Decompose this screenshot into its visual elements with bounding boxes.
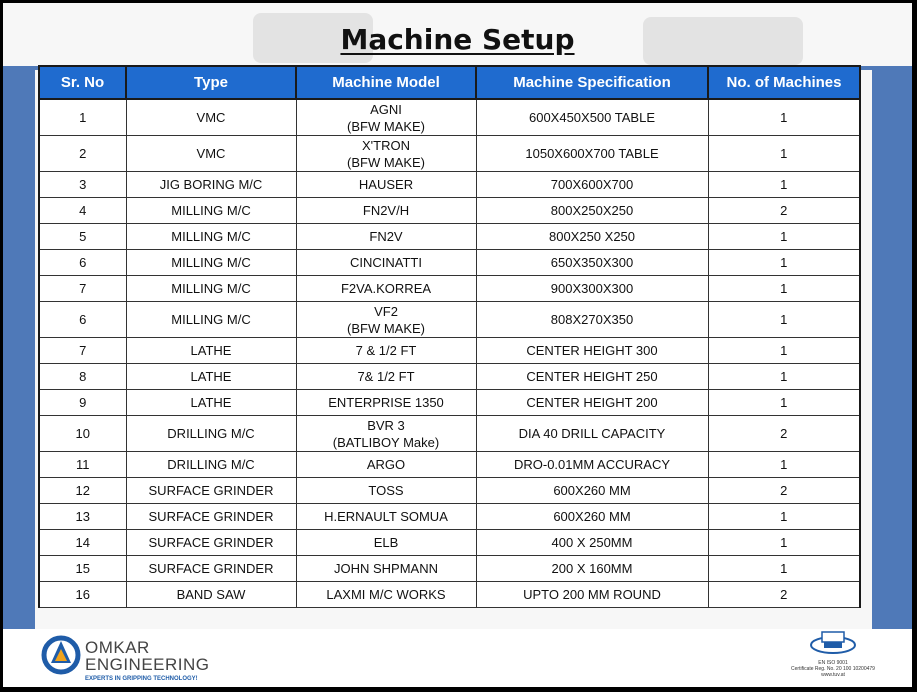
cell-sr-no: 6 xyxy=(39,250,126,276)
cell-no-of-machines: 1 xyxy=(708,302,860,338)
cell-type: MILLING M/C xyxy=(126,198,296,224)
table-row xyxy=(39,556,860,582)
cell-sr-no: 14 xyxy=(39,530,126,556)
cell-sr-no: 2 xyxy=(39,136,126,172)
cell-machine-model xyxy=(296,416,476,452)
slide xyxy=(3,3,912,687)
table-row xyxy=(39,302,860,338)
cell-sr-no: 7 xyxy=(39,338,126,364)
cell-no-of-machines: 1 xyxy=(708,250,860,276)
cell-type: LATHE xyxy=(126,338,296,364)
cell-type: BAND SAW xyxy=(126,582,296,608)
cell-machine-model: 7 & 1/2 FT xyxy=(296,338,476,364)
machine-model-name: X'TRON xyxy=(362,137,410,153)
machine-model-name: VF2 xyxy=(374,303,398,319)
cell-no-of-machines: 1 xyxy=(708,136,860,172)
cell-type: VMC xyxy=(126,99,296,136)
column-header-sr-no: Sr. No xyxy=(39,66,126,99)
cell-no-of-machines: 2 xyxy=(708,198,860,224)
brand-name-line2: ENGINEERING xyxy=(85,655,210,674)
cell-type: SURFACE GRINDER xyxy=(126,504,296,530)
machine-model-name: BVR 3 xyxy=(367,417,405,433)
cell-machine-specification: CENTER HEIGHT 300 xyxy=(476,338,708,364)
cell-machine-model: HAUSER xyxy=(296,172,476,198)
cell-machine-specification: 800X250X250 xyxy=(476,198,708,224)
cell-sr-no: 3 xyxy=(39,172,126,198)
cert-website: www.tuv.at xyxy=(821,672,845,678)
cell-type: MILLING M/C xyxy=(126,250,296,276)
cell-sr-no: 4 xyxy=(39,198,126,224)
right-band xyxy=(872,69,912,629)
page-title xyxy=(3,23,912,56)
cell-machine-model: JOHN SHPMANN xyxy=(296,556,476,582)
machine-model-make: (BFW MAKE) xyxy=(347,154,425,170)
brand-block xyxy=(85,639,210,682)
machine-model-make: (BATLIBOY Make) xyxy=(332,434,440,450)
cell-machine-model: ELB xyxy=(296,530,476,556)
brand-tagline: EXPERTS IN GRIPPING TECHNOLOGY! xyxy=(85,676,198,682)
cell-machine-specification: 650X350X300 xyxy=(476,250,708,276)
cell-type: MILLING M/C xyxy=(126,224,296,250)
machine-model-make: (BFW MAKE) xyxy=(347,320,425,336)
cell-no-of-machines: 1 xyxy=(708,556,860,582)
cell-type: SURFACE GRINDER xyxy=(126,478,296,504)
cell-machine-model: LAXMI M/C WORKS xyxy=(296,582,476,608)
cell-machine-specification: UPTO 200 MM ROUND xyxy=(476,582,708,608)
cell-no-of-machines: 1 xyxy=(708,338,860,364)
table-row xyxy=(39,364,860,390)
left-band xyxy=(3,69,35,629)
cell-machine-specification: 900X300X300 xyxy=(476,276,708,302)
cell-no-of-machines: 1 xyxy=(708,390,860,416)
cell-sr-no: 6 xyxy=(39,302,126,338)
cell-sr-no: 1 xyxy=(39,99,126,136)
cell-machine-model: TOSS xyxy=(296,478,476,504)
cell-machine-model: FN2V xyxy=(296,224,476,250)
cell-type: SURFACE GRINDER xyxy=(126,530,296,556)
cell-machine-specification: 800X250 X250 xyxy=(476,224,708,250)
brand-name-line1: OMKAR xyxy=(85,638,150,657)
machine-model-make: (BFW MAKE) xyxy=(347,118,425,134)
cell-machine-model: ENTERPRISE 1350 xyxy=(296,390,476,416)
cell-sr-no: 15 xyxy=(39,556,126,582)
cell-sr-no: 8 xyxy=(39,364,126,390)
table-row xyxy=(39,530,860,556)
cell-machine-specification: 600X450X500 TABLE xyxy=(476,99,708,136)
cell-type: LATHE xyxy=(126,390,296,416)
column-header-type: Type xyxy=(126,66,296,99)
cell-no-of-machines: 2 xyxy=(708,582,860,608)
cell-type: DRILLING M/C xyxy=(126,452,296,478)
cell-machine-model: H.ERNAULT SOMUA xyxy=(296,504,476,530)
cell-sr-no: 16 xyxy=(39,582,126,608)
cell-machine-model xyxy=(296,302,476,338)
table-row xyxy=(39,136,860,172)
page-title-text: Machine Setup xyxy=(340,23,575,56)
cell-machine-model: CINCINATTI xyxy=(296,250,476,276)
cell-machine-model: ARGO xyxy=(296,452,476,478)
cell-machine-specification: DIA 40 DRILL CAPACITY xyxy=(476,416,708,452)
cell-machine-specification: CENTER HEIGHT 200 xyxy=(476,390,708,416)
cell-no-of-machines: 2 xyxy=(708,416,860,452)
table-row xyxy=(39,250,860,276)
table-row xyxy=(39,504,860,530)
cell-sr-no: 13 xyxy=(39,504,126,530)
cell-machine-specification: 808X270X350 xyxy=(476,302,708,338)
cell-type: MILLING M/C xyxy=(126,276,296,302)
cell-no-of-machines: 2 xyxy=(708,478,860,504)
table-row xyxy=(39,478,860,504)
cell-no-of-machines: 1 xyxy=(708,504,860,530)
machine-model-name: AGNI xyxy=(370,101,402,117)
cert-standard: EN ISO 9001 xyxy=(818,660,848,666)
cell-no-of-machines: 1 xyxy=(708,530,860,556)
column-header-machine-model: Machine Model xyxy=(296,66,476,99)
cell-type: SURFACE GRINDER xyxy=(126,556,296,582)
cell-sr-no: 11 xyxy=(39,452,126,478)
cell-machine-specification: 700X600X700 xyxy=(476,172,708,198)
cell-machine-specification: 200 X 160MM xyxy=(476,556,708,582)
cell-sr-no: 9 xyxy=(39,390,126,416)
tuv-certification xyxy=(783,631,883,678)
table-row xyxy=(39,452,860,478)
table-body xyxy=(39,99,860,608)
cell-no-of-machines: 1 xyxy=(708,99,860,136)
table-row xyxy=(39,224,860,250)
table-header-row xyxy=(39,66,860,99)
cell-sr-no: 12 xyxy=(39,478,126,504)
cell-machine-specification: CENTER HEIGHT 250 xyxy=(476,364,708,390)
table-row xyxy=(39,390,860,416)
table-row xyxy=(39,172,860,198)
cell-machine-model xyxy=(296,136,476,172)
cell-machine-specification: 600X260 MM xyxy=(476,504,708,530)
cell-sr-no: 10 xyxy=(39,416,126,452)
table-row xyxy=(39,276,860,302)
table-row xyxy=(39,99,860,136)
column-header-no-of-machines: No. of Machines xyxy=(708,66,860,99)
cell-no-of-machines: 1 xyxy=(708,224,860,250)
cell-sr-no: 5 xyxy=(39,224,126,250)
cell-machine-specification: 400 X 250MM xyxy=(476,530,708,556)
cell-type: DRILLING M/C xyxy=(126,416,296,452)
table-row xyxy=(39,416,860,452)
tuv-cert-logo-icon xyxy=(808,631,858,655)
cell-no-of-machines: 1 xyxy=(708,452,860,478)
footer xyxy=(3,629,912,687)
cell-machine-model xyxy=(296,99,476,136)
cell-type: VMC xyxy=(126,136,296,172)
cell-type: MILLING M/C xyxy=(126,302,296,338)
omkar-logo-icon xyxy=(41,635,81,680)
cert-reg-number: Certificate Reg. No. 20 100 10200479 xyxy=(791,666,875,672)
column-header-machine-specification: Machine Specification xyxy=(476,66,708,99)
table-row xyxy=(39,338,860,364)
cell-machine-specification: 600X260 MM xyxy=(476,478,708,504)
cell-machine-model: FN2V/H xyxy=(296,198,476,224)
cell-type: JIG BORING M/C xyxy=(126,172,296,198)
cell-no-of-machines: 1 xyxy=(708,276,860,302)
cell-machine-specification: 1050X600X700 TABLE xyxy=(476,136,708,172)
cell-machine-specification: DRO-0.01MM ACCURACY xyxy=(476,452,708,478)
cell-machine-model: 7& 1/2 FT xyxy=(296,364,476,390)
table-row xyxy=(39,198,860,224)
cell-no-of-machines: 1 xyxy=(708,172,860,198)
table-row xyxy=(39,582,860,608)
machine-table xyxy=(38,65,861,608)
cell-no-of-machines: 1 xyxy=(708,364,860,390)
cell-sr-no: 7 xyxy=(39,276,126,302)
cell-type: LATHE xyxy=(126,364,296,390)
cell-machine-model: F2VA.KORREA xyxy=(296,276,476,302)
